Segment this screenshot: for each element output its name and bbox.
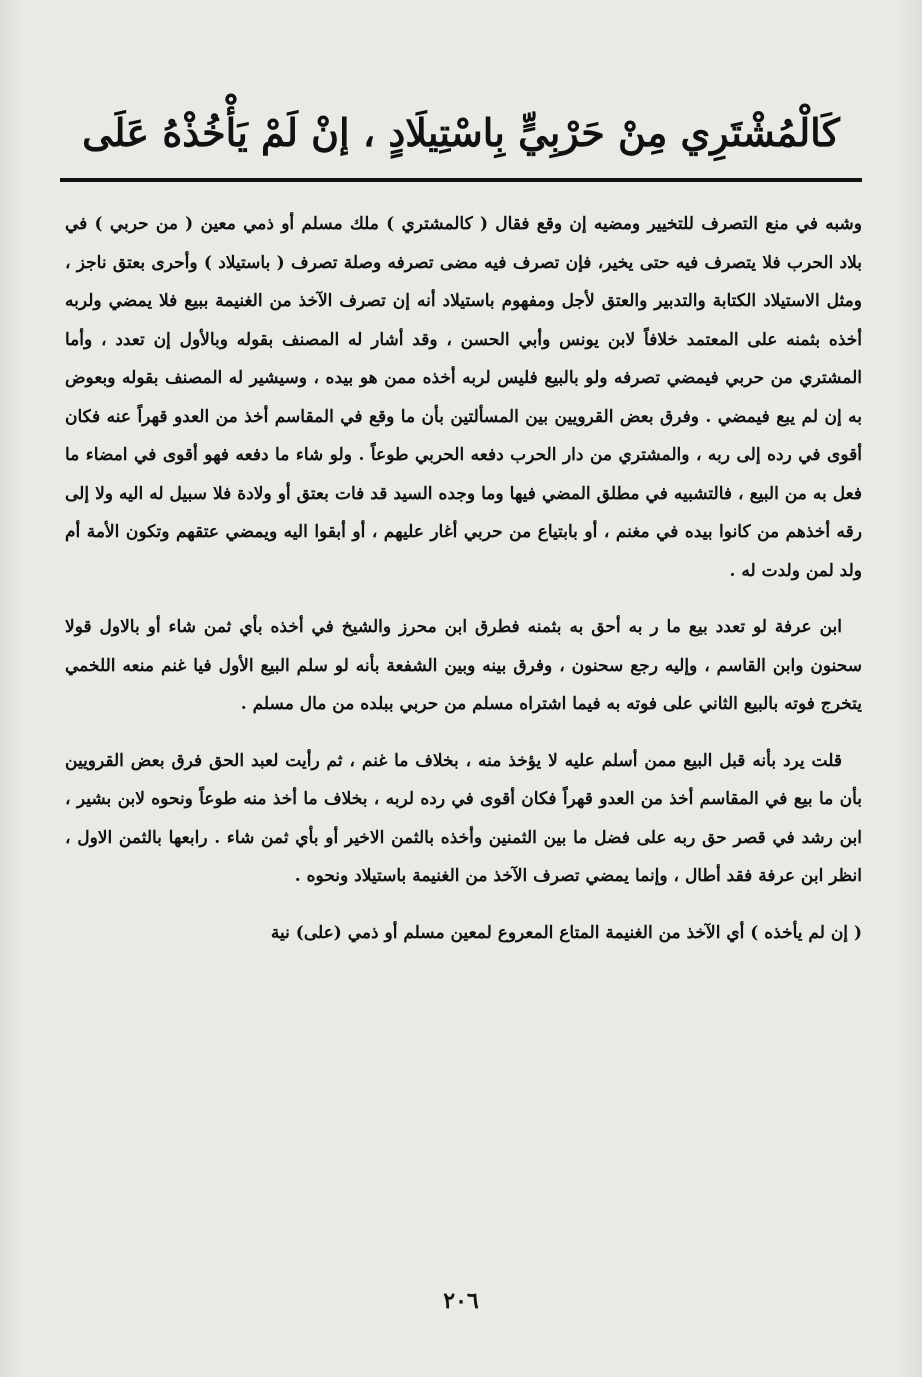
page-number: ٢٠٦ xyxy=(443,1288,479,1314)
page-header xyxy=(60,98,862,168)
header-title: كَالْمُشْتَرِي مِنْ حَرْبِيٍّ بِاسْتِيلَادٍ ، إنْ لَمْ يَأْخُذْهُ عَلَى xyxy=(82,110,840,155)
paragraph-2: ابن عرفة لو تعدد بيع ما ر به أحق به بثمنه فطرق ابن محرز والشيخ في أخذه بأي ثمن شاء أو بالاول قولا سحنون وابن القاسم ، وإليه رجع سحنون ، وفرق بينه وبين الشفعة بأنه لو سلم البيع الأول فيا غنم منعه اللخمي يتخرج فوته بالبيع الثاني على فوته به فيما اشتراه مسلم من حربي ببلده من مال مسلم . xyxy=(65,617,862,714)
header-rule xyxy=(60,178,862,182)
paragraph-1: وشبه في منع التصرف للتخيير ومضيه إن وقع فقال ( كالمشتري ) ملك مسلم أو ذمي معين ( من حربي ) في بلاد الحرب فلا يتصرف فيه حتى يخير، فإن تصرف فيه مضى تصرفه وصلة تصرف ( باستيلاد ) وأحرى بعتق ناجز ، ومثل الاستيلاد الكتابة والتدبير والعتق لأجل ومفهوم باستيلاد أنه إن تصرف الآخذ من الغنيمة ببيع فلا يمضي ولربه أخذه بثمنه على المعتمد خلافاً لابن يونس وأبي الحسن ، وقد أشار له المصنف بقوله وبالأول إن تعدد ، وأما المشتري من حربي فيمضي تصرفه ولو بالبيع فليس لربه أخذه ممن هو بيده ، وسيشير له المصنف بقوله وبعوض به إن لم يبع فيمضي . وفرق بعض القرويين بين المسألتين بأن ما وقع في المقاسم أخذ من العدو قهراً عنه فكان أقوى في رده إلى ربه ، والمشتري من دار الحرب دفعه الحربي طوعاً . ولو شاء ما دفعه فهو أقوى في امضاء ما فعل به من البيع ، فالتشبيه في مطلق المضي فيها وما وجده السيد قد فات بعتق أو ولادة فلا سبيل له اليه ولا إلى رقه أخذهم من كانوا بيده في مغنم ، أو بابتياع من حربي أغار عليهم ، أو أبقوا اليه ويمضي عتقهم وتكون الأمة أم ولد لمن ولدت له . xyxy=(65,214,862,581)
paragraph-3: قلت يرد بأنه قبل البيع ممن أسلم عليه لا يؤخذ منه ، بخلاف ما غنم ، ثم رأيت لعبد الحق فرق بعض القرويين بأن ما بيع في المقاسم أخذ من العدو قهراً فكان أقوى في رده لربه ، بخلاف ما أخذ منه طوعاً ونحوه لابن بشير ، ابن رشد في قصر حق ربه على فضل ما بين الثمنين وأخذه بالثمن الاخير أو بأي ثمن شاء . رابعها بالثمن الاول ، انظر ابن عرفة فقد أطال ، وإنما يمضي تصرف الآخذ من الغنيمة باستيلاد ونحوه . xyxy=(65,750,862,886)
page-edge-shadow-right xyxy=(896,0,922,1377)
page-body xyxy=(65,205,862,970)
page-edge-shadow-left xyxy=(0,0,26,1377)
paragraph-4: ( إن لم يأخذه ) أي الآخذ من الغنيمة المتاع المعروع لمعين مسلم أو ذمي (على) نية xyxy=(270,922,862,943)
